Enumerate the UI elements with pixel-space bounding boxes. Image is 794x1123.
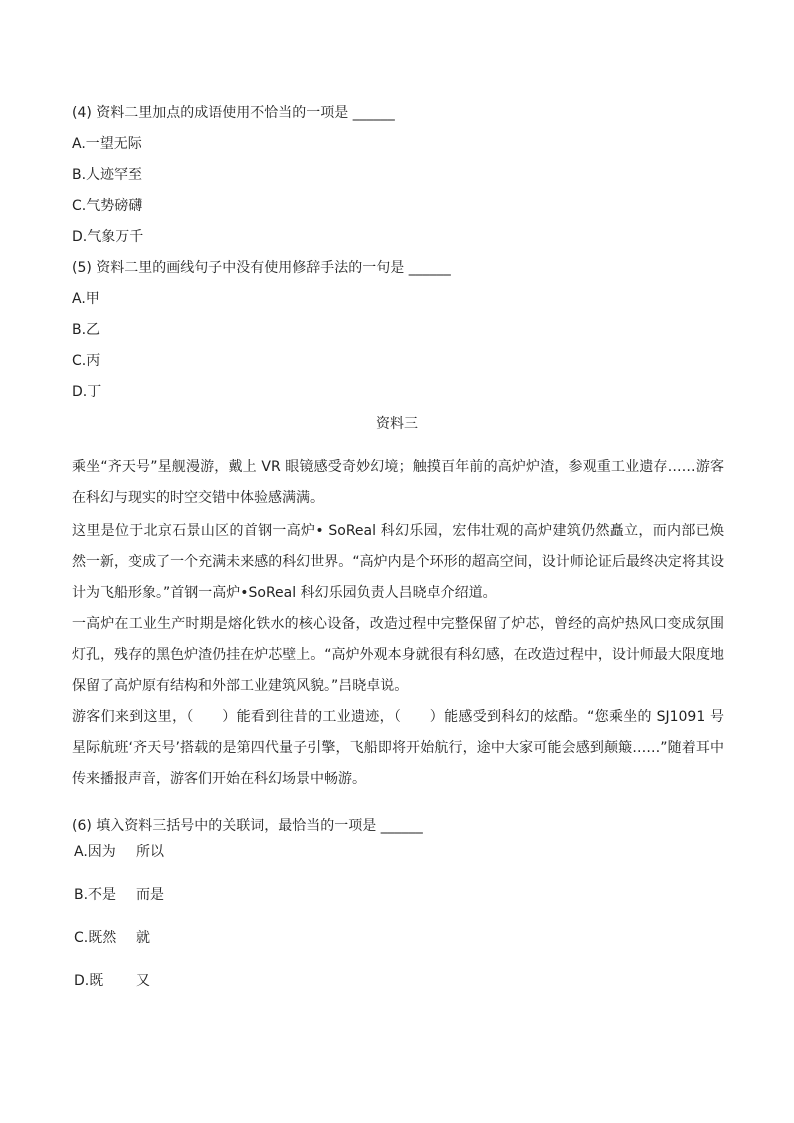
material-3-paragraph-4: 游客们来到这里，（ ）能看到往昔的工业遗迹，（ ）能感受到科幻的炫酷。“您乘坐的 SJ1091 号星际航班‘齐天号’搭载的是第四代量子引擎，飞船即将开始航行，途中大家可能会感到颠簸……”随着耳中传来播报声音，游客们开始在科幻场景中畅游。 <box>72 709 724 787</box>
material-3-paragraph-1: 乘坐“齐天号”星舰漫游，戴上 VR 眼镜感受奇妙幻境；触摸百年前的高炉炉渣，参观重工业遗存……游客在科幻与现实的时空交错中体验感满满。 <box>72 459 724 506</box>
question-4-option-d: D.气象万千 <box>72 229 144 245</box>
material-3-title: 资料三 <box>376 416 418 432</box>
option-label: D.既 <box>74 973 104 989</box>
question-6-option-c <box>74 929 150 947</box>
question-6-stem: (6) 填入资料三括号中的关联词，最恰当的一项是 ______ <box>72 818 423 834</box>
question-4-option-c: C.气势磅礴 <box>72 198 143 214</box>
question-5-option-a: A.甲 <box>72 291 100 307</box>
question-5-option-b: B.乙 <box>72 322 101 338</box>
material-3-paragraph-2: 这里是位于北京石景山区的首钢一高炉• SoReal 科幻乐园，宏伟壮观的高炉建筑仍然矗立，而内部已焕然一新，变成了一个充满未来感的科幻世界。“高炉内是个环形的超高空间，设计师论证后最终决定将其设计为飞船形象。”首钢一高炉•SoReal 科幻乐园负责人吕晓卓介绍道。 <box>72 523 724 601</box>
question-4-option-a: A.一望无际 <box>72 136 142 152</box>
question-4-option-b: B.人迹罕至 <box>72 167 143 183</box>
option-second: 而是 <box>136 887 164 903</box>
question-5-option-c: C.丙 <box>72 353 101 369</box>
question-5-option-d: D.丁 <box>72 384 102 400</box>
option-label: A.因为 <box>74 844 116 860</box>
option-second: 所以 <box>136 844 164 860</box>
option-label: C.既然 <box>74 930 117 946</box>
question-6-option-b <box>74 886 164 904</box>
option-label: B.不是 <box>74 887 117 903</box>
option-second: 就 <box>136 930 150 946</box>
question-6-option-d <box>74 972 150 990</box>
question-5-stem: (5) 资料二里的画线句子中没有使用修辞手法的一句是 ______ <box>72 260 451 276</box>
question-6-option-a <box>74 843 164 861</box>
material-3-paragraph-3: 一高炉在工业生产时期是熔化铁水的核心设备，改造过程中完整保留了炉芯，曾经的高炉热风口变成氛围灯孔，残存的黑色炉渣仍挂在炉芯壁上。“高炉外观本身就很有科幻感，在改造过程中，设计师最大限度地保留了高炉原有结构和外部工业建筑风貌。”吕晓卓说。 <box>72 616 724 694</box>
question-4-stem: (4) 资料二里加点的成语使用不恰当的一项是 ______ <box>72 105 395 121</box>
option-second: 又 <box>136 973 150 989</box>
